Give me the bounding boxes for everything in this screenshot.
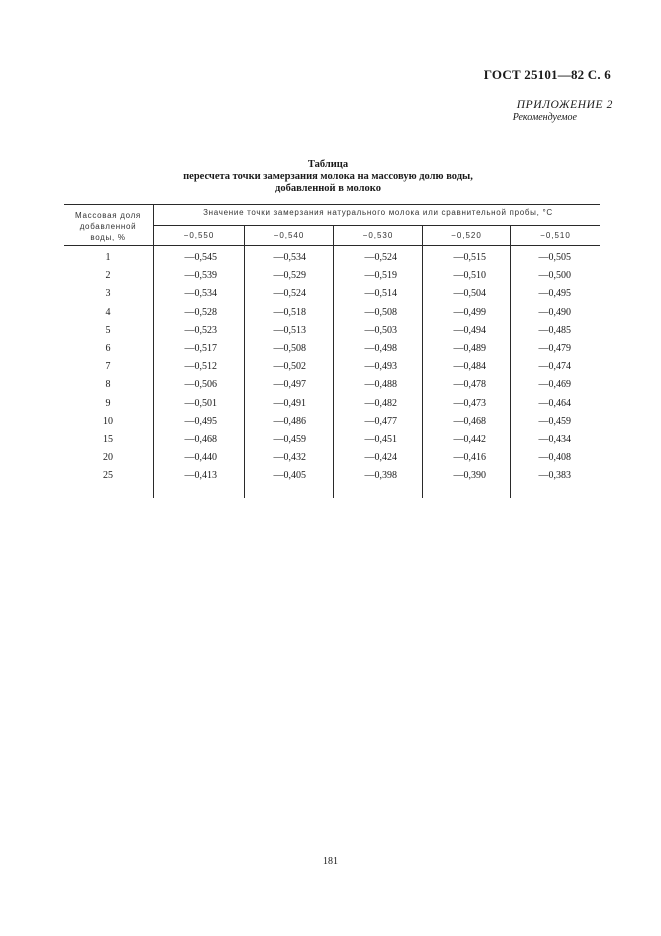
value-cell: —0,508 [364,306,397,318]
table-row [0,452,661,470]
value-cell: —0,491 [273,397,306,409]
value-cell: —0,486 [273,415,306,427]
table-row [0,307,661,325]
header-bottom-line [64,245,600,246]
water-fraction-cell: 3 [105,288,111,300]
value-cell: —0,534 [273,252,306,263]
value-cell: —0,539 [184,270,217,282]
value-cell: —0,497 [273,379,306,391]
value-cell: —0,464 [538,397,571,409]
value-cell: —0,432 [273,452,306,464]
value-cell: —0,508 [273,342,306,354]
value-cell: —0,434 [538,433,571,445]
value-cell: —0,459 [538,415,571,427]
value-cell: —0,495 [538,288,571,300]
value-cell: —0,518 [273,306,306,318]
value-cell: —0,479 [538,342,571,354]
value-cell: —0,513 [273,324,306,336]
water-fraction-cell: 2 [105,270,111,282]
water-fraction-header-line-2: добавленной [79,222,137,231]
table-title-line-1: Таблица [307,159,349,170]
value-cell: —0,501 [184,397,217,409]
value-cell: —0,499 [453,306,486,318]
value-cell: —0,485 [538,324,571,336]
value-cell: —0,473 [453,397,486,409]
value-cell: —0,440 [184,452,217,464]
value-cell: —0,468 [184,433,217,445]
table-body [0,252,661,488]
value-cell: —0,505 [538,252,571,263]
value-cell: —0,390 [453,470,486,482]
table-row [0,470,661,488]
value-cell: —0,424 [364,452,397,464]
water-fraction-cell: 7 [105,361,111,373]
water-fraction-cell: 8 [105,379,111,391]
value-cell: —0,398 [364,470,397,482]
value-cell: —0,512 [184,361,217,373]
value-cell: —0,528 [184,306,217,318]
table-row [0,288,661,306]
table-title-line-2: пересчета точки замерзания молока на массовую долю воды, [183,171,473,182]
table-row [0,361,661,379]
document-code: ГОСТ 25101—82 С. 6 [483,67,611,82]
value-cell: —0,545 [184,252,217,263]
value-cell: —0,413 [184,470,217,482]
value-cell: —0,489 [453,342,486,354]
water-fraction-cell: 15 [103,433,113,445]
value-cell: —0,517 [184,342,217,354]
value-cell: —0,383 [538,470,571,482]
page-number: 181 [323,856,338,867]
water-fraction-header-line-3: воды, % [90,233,126,242]
value-cell: —0,503 [364,324,397,336]
column-header-3: −0,530 [362,231,394,240]
value-cell: —0,493 [364,361,397,373]
water-fraction-cell: 9 [105,397,111,409]
value-cell: —0,524 [364,252,397,263]
water-fraction-cell: 5 [105,324,111,336]
water-fraction-cell: 6 [105,342,111,354]
value-cell: —0,506 [184,379,217,391]
value-cell: —0,416 [453,452,486,464]
value-cell: —0,510 [453,270,486,282]
water-fraction-cell: 1 [105,252,111,263]
value-cell: —0,494 [453,324,486,336]
table-row [0,398,661,416]
table-title [150,159,506,195]
value-cell: —0,469 [538,379,571,391]
value-cell: —0,519 [364,270,397,282]
value-cell: —0,500 [538,270,571,282]
value-cell: —0,442 [453,433,486,445]
water-fraction-cell: 20 [103,452,113,464]
value-cell: —0,529 [273,270,306,282]
value-cell: —0,502 [273,361,306,373]
value-cell: —0,488 [364,379,397,391]
table-row [0,379,661,397]
value-cell: —0,405 [273,470,306,482]
value-cell: —0,523 [184,324,217,336]
value-cell: —0,478 [453,379,486,391]
table-row [0,270,661,288]
value-cell: —0,498 [364,342,397,354]
value-cell: —0,515 [453,252,486,263]
recommended-label: Рекомендуемое [512,112,577,123]
table-top-border [64,204,600,205]
column-header-1: −0,550 [183,231,215,240]
column-header-4: −0,520 [451,231,482,240]
table-row [0,434,661,452]
value-cell: —0,468 [453,415,486,427]
value-cell: —0,474 [538,361,571,373]
water-fraction-header [64,210,152,243]
column-header-2: −0,540 [273,231,305,240]
column-header-5: −0,510 [540,231,571,240]
water-fraction-cell: 10 [103,415,113,427]
water-fraction-header-line-1: Массовая доля [75,211,141,220]
subheader-top-line [153,225,600,226]
table-row [0,252,661,270]
table-row [0,416,661,434]
water-fraction-cell: 4 [105,306,111,318]
value-cell: —0,408 [538,452,571,464]
table-row [0,325,661,343]
value-cell: —0,504 [453,288,486,300]
value-cell: —0,459 [273,433,306,445]
value-cell: —0,514 [364,288,397,300]
value-cell: —0,534 [184,288,217,300]
appendix-label: ПРИЛОЖЕНИЕ 2 [516,99,613,111]
value-cell: —0,490 [538,306,571,318]
value-cell: —0,524 [273,288,306,300]
value-cell: —0,484 [453,361,486,373]
value-cell: —0,477 [364,415,397,427]
table-title-line-3: добавленной в молоко [275,183,381,194]
table-row [0,343,661,361]
value-cell: —0,451 [364,433,397,445]
water-fraction-cell: 25 [103,470,113,482]
freezing-point-header: Значение точки замерзания натурального молока или сравнительной пробы, °С [203,208,553,217]
value-cell: —0,495 [184,415,217,427]
value-cell: —0,482 [364,397,397,409]
